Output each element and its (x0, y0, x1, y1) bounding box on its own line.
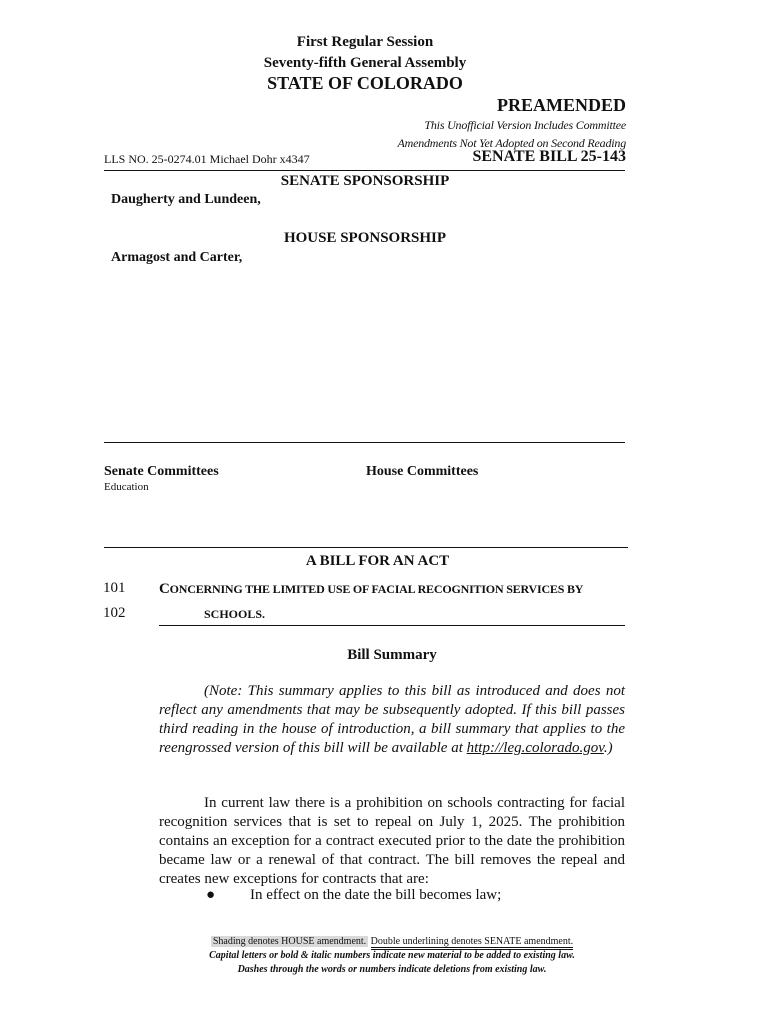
bill-heading: A BILL FOR AN ACT (305, 553, 450, 569)
bill-number: SENATE BILL 25-143 (472, 148, 626, 165)
summary-note-end: .) (603, 740, 613, 756)
status-label: PREAMENDED (497, 95, 626, 115)
senate-committees-heading: Senate Committees (104, 464, 219, 479)
unofficial-note-line2: Amendments Not Yet Adopted on Second Reading (397, 136, 626, 150)
summary-note-text: (Note: This summary applies to this bill as introduced and does not reflect any amendments that may be subsequently adopted. If this bill passes third reading in the house of introduction, a bill summary that applies to the reengrossed version of this bill will be available at (159, 683, 625, 756)
bill-title-initial: C (159, 581, 170, 597)
house-committees-heading: House Committees (366, 464, 479, 479)
current-law-paragraph (159, 794, 625, 889)
assembly-title: Seventy-fifth General Assembly (263, 55, 467, 71)
bill-title-period: . (262, 607, 266, 621)
house-sponsors: Armagost and Carter, (111, 250, 243, 265)
legislature-link[interactable]: http://leg.colorado.gov (466, 740, 604, 756)
current-law-text: In current law there is a prohibition on schools contracting for facial recognition services that is set to repeal on July 1, 2025. The prohibition contains an exception for a contract executed prior to the date the prohibition became law or a renewal of that contract. The bill removes the repeal and creates new exceptions for contracts that are: (159, 795, 625, 887)
senate-sponsorship-heading: SENATE SPONSORSHIP (280, 173, 450, 189)
unofficial-note (397, 116, 626, 152)
unofficial-note-line1: This Unofficial Version Includes Committee (424, 118, 626, 132)
capital-letters-note: Capital letters or bold & italic numbers indicate new material to be added to existing law. (209, 950, 575, 961)
state-title: STATE OF COLORADO (267, 73, 463, 93)
amendment-legend (0, 936, 770, 947)
line-number: 101 (103, 580, 126, 596)
house-sponsorship-heading: HOUSE SPONSORSHIP (283, 230, 447, 246)
title-divider (159, 625, 625, 626)
bullet-icon: ● (206, 887, 216, 903)
bullet-item: In effect on the date the bill becomes law; (250, 887, 502, 903)
bill-title-line2 (204, 607, 265, 622)
summary-note (159, 682, 625, 758)
header-divider (104, 170, 625, 171)
committee-divider (104, 442, 625, 443)
senate-committee-item: Education (104, 481, 149, 493)
bill-title-line1 (159, 581, 583, 598)
bill-title-line1-text: ONCERNING THE LIMITED USE OF FACIAL RECOGNITION SERVICES BY (169, 582, 584, 596)
line-number: 102 (103, 605, 126, 621)
bill-title-line2-text: SCHOOLS (204, 607, 263, 621)
bill-divider (104, 547, 628, 548)
senate-amendment-note: Double underlining denotes SENATE amendment. (371, 936, 573, 950)
lls-number: LLS NO. 25-0274.01 Michael Dohr x4347 (104, 152, 310, 166)
senate-sponsors: Daugherty and Lundeen, (111, 192, 261, 207)
house-amendment-note: Shading denotes HOUSE amendment. (212, 936, 367, 947)
summary-heading: Bill Summary (347, 647, 437, 663)
dashes-note: Dashes through the words or numbers indicate deletions from existing law. (237, 964, 547, 975)
session-title: First Regular Session (296, 34, 434, 50)
